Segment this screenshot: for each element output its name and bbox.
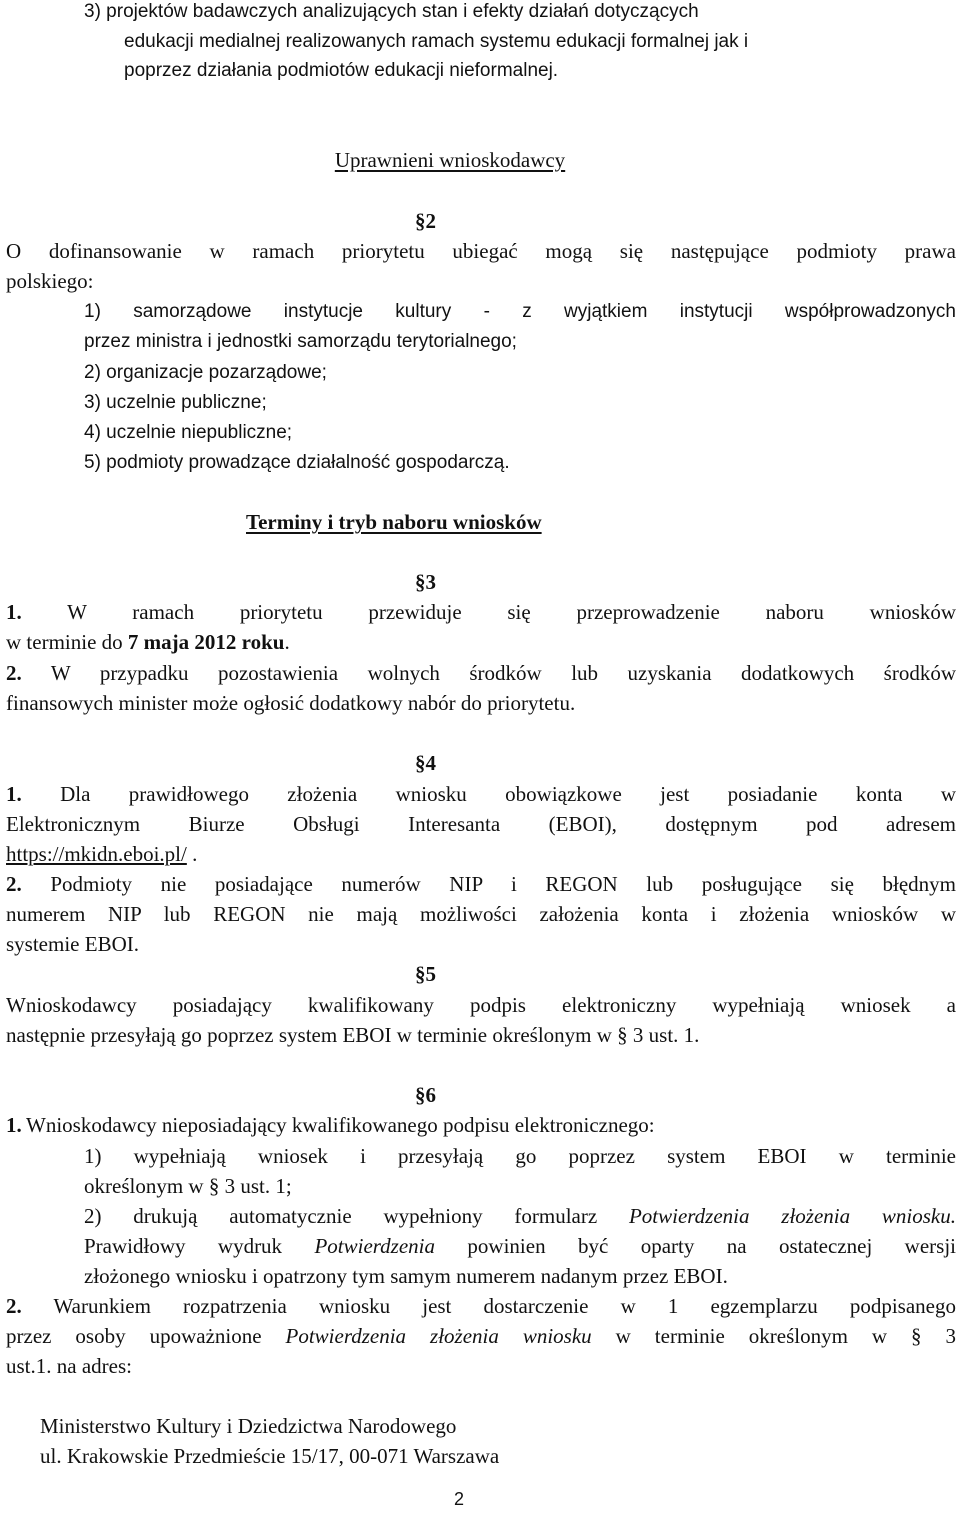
- paragraph-text: [6, 663, 956, 684]
- text-run: Prawidłowy wydruk: [84, 1234, 315, 1258]
- item-number: 2.: [6, 872, 22, 896]
- text-run: przez osoby upoważnione: [6, 1324, 286, 1348]
- paragraph-text: [6, 1326, 956, 1347]
- paragraph-symbol: §6: [415, 1083, 436, 1107]
- list-item: 3) projektów badawczych analizujących stan i efekty działań dotyczących: [84, 1, 699, 22]
- paragraph-text: [6, 632, 290, 653]
- list-item: 3) uczelnie publiczne;: [84, 392, 267, 413]
- form-name: Potwierdzenia: [314, 1234, 436, 1258]
- item-number: 2.: [6, 661, 22, 685]
- item-text: Warunkiem rozpatrzenia wniosku jest dostarczenie w 1 egzemplarzu podpisanego: [53, 1294, 956, 1318]
- paragraph-text: [6, 874, 956, 895]
- item-text: W ramach priorytetu przewiduje się przeprowadzenie naboru wniosków: [67, 600, 956, 624]
- list-item: 2) organizacje pozarządowe;: [84, 362, 327, 383]
- paragraph-text: Wnioskodawcy nieposiadający kwalifikowanego podpisu elektronicznego:: [26, 1113, 655, 1137]
- list-item-continuation: przez ministra i jednostki samorządu terytorialnego;: [84, 331, 517, 352]
- paragraph-text: systemie EBOI.: [6, 932, 139, 956]
- paragraph-symbol: §4: [415, 751, 436, 775]
- address-line: Ministerstwo Kultury i Dziedzictwa Narodowego: [40, 1414, 457, 1438]
- list-item: 1) samorządowe instytucje kultury - z wyjątkiem instytucji współprowadzonych: [84, 301, 956, 322]
- text-run: w terminie określonym w § 3: [591, 1324, 956, 1348]
- list-item: 4) uczelnie niepubliczne;: [84, 422, 293, 443]
- list-item-continuation: złożonego wniosku i opatrzony tym samym numerem nadanym przez EBOI.: [84, 1264, 728, 1288]
- paragraph-symbol: §5: [415, 962, 436, 986]
- item-text: Podmioty nie posiadające numerów NIP i REGON lub posługujące się błędnym: [50, 872, 957, 896]
- paragraph-text: finansowych minister może ogłosić dodatkowy nabór do priorytetu.: [6, 691, 576, 715]
- paragraph-text: Elektronicznym Biurze Obsługi Interesanta (EBOI), dostępnym pod adresem: [6, 812, 956, 836]
- item-number: 1.: [6, 782, 22, 806]
- text-run: powinien być oparty na ostatecznej wersji: [435, 1234, 956, 1258]
- paragraph-text: [6, 784, 956, 805]
- list-item: 5) podmioty prowadzące działalność gospodarczą.: [84, 452, 510, 473]
- section-heading: Terminy i tryb naboru wniosków: [246, 510, 542, 534]
- list-item: 1) wypełniają wniosek i przesyłają go poprzez system EBOI w terminie: [84, 1144, 956, 1168]
- paragraph-text: [6, 844, 197, 865]
- text-run: 2) drukują automatycznie wypełniony formularz: [84, 1204, 629, 1228]
- list-item-continuation: określonym w § 3 ust. 1;: [84, 1174, 292, 1198]
- paragraph-text: [6, 1296, 956, 1317]
- paragraph-symbol: §3: [415, 570, 436, 594]
- list-item-continuation: edukacji medialnej realizowanych ramach systemu edukacji formalnej jak i: [124, 31, 749, 52]
- text-run: .: [284, 630, 290, 654]
- form-name: Potwierdzenia złożenia wniosku: [285, 1324, 592, 1348]
- paragraph-text: polskiego:: [6, 269, 94, 293]
- form-name: Potwierdzenia złożenia wniosku.: [628, 1204, 957, 1228]
- paragraph-text: numerem NIP lub REGON nie mają możliwości założenia konta i złożenia wniosków w: [6, 902, 956, 926]
- paragraph-symbol: §2: [415, 209, 436, 233]
- deadline-date: 7 maja 2012 roku: [127, 630, 285, 654]
- section-heading: Uprawnieni wnioskodawcy: [334, 148, 566, 172]
- paragraph-text: O dofinansowanie w ramach priorytetu ubiegać mogą się następujące podmioty prawa: [6, 239, 956, 263]
- paragraph-text: ust.1. na adres:: [6, 1354, 132, 1378]
- text-run: w terminie do: [6, 630, 128, 654]
- paragraph-text: następnie przesyłają go poprzez system EBOI w terminie określonym w § 3 ust. 1.: [6, 1023, 700, 1047]
- paragraph-text: Wnioskodawcy posiadający kwalifikowany podpis elektroniczny wypełniają wniosek a: [6, 993, 956, 1017]
- item-number: 1.: [6, 600, 22, 624]
- eboi-link[interactable]: https://mkidn.eboi.pl/: [6, 842, 187, 866]
- item-number: 2.: [6, 1294, 22, 1318]
- item-text: Dla prawidłowego złożenia wniosku obowiązkowe jest posiadanie konta w: [60, 782, 957, 806]
- page-number: 2: [454, 1489, 465, 1509]
- text-run: .: [186, 842, 198, 866]
- item-text: W przypadku pozostawienia wolnych środków lub uzyskania dodatkowych środków: [50, 661, 956, 685]
- address-line: ul. Krakowskie Przedmieście 15/17, 00-071 Warszawa: [40, 1444, 500, 1468]
- paragraph-text: [6, 602, 956, 623]
- list-item-continuation: [84, 1236, 956, 1257]
- item-number: 1.: [6, 1113, 22, 1137]
- list-item-continuation: poprzez działania podmiotów edukacji nieformalnej.: [124, 60, 559, 81]
- list-item: [84, 1206, 956, 1227]
